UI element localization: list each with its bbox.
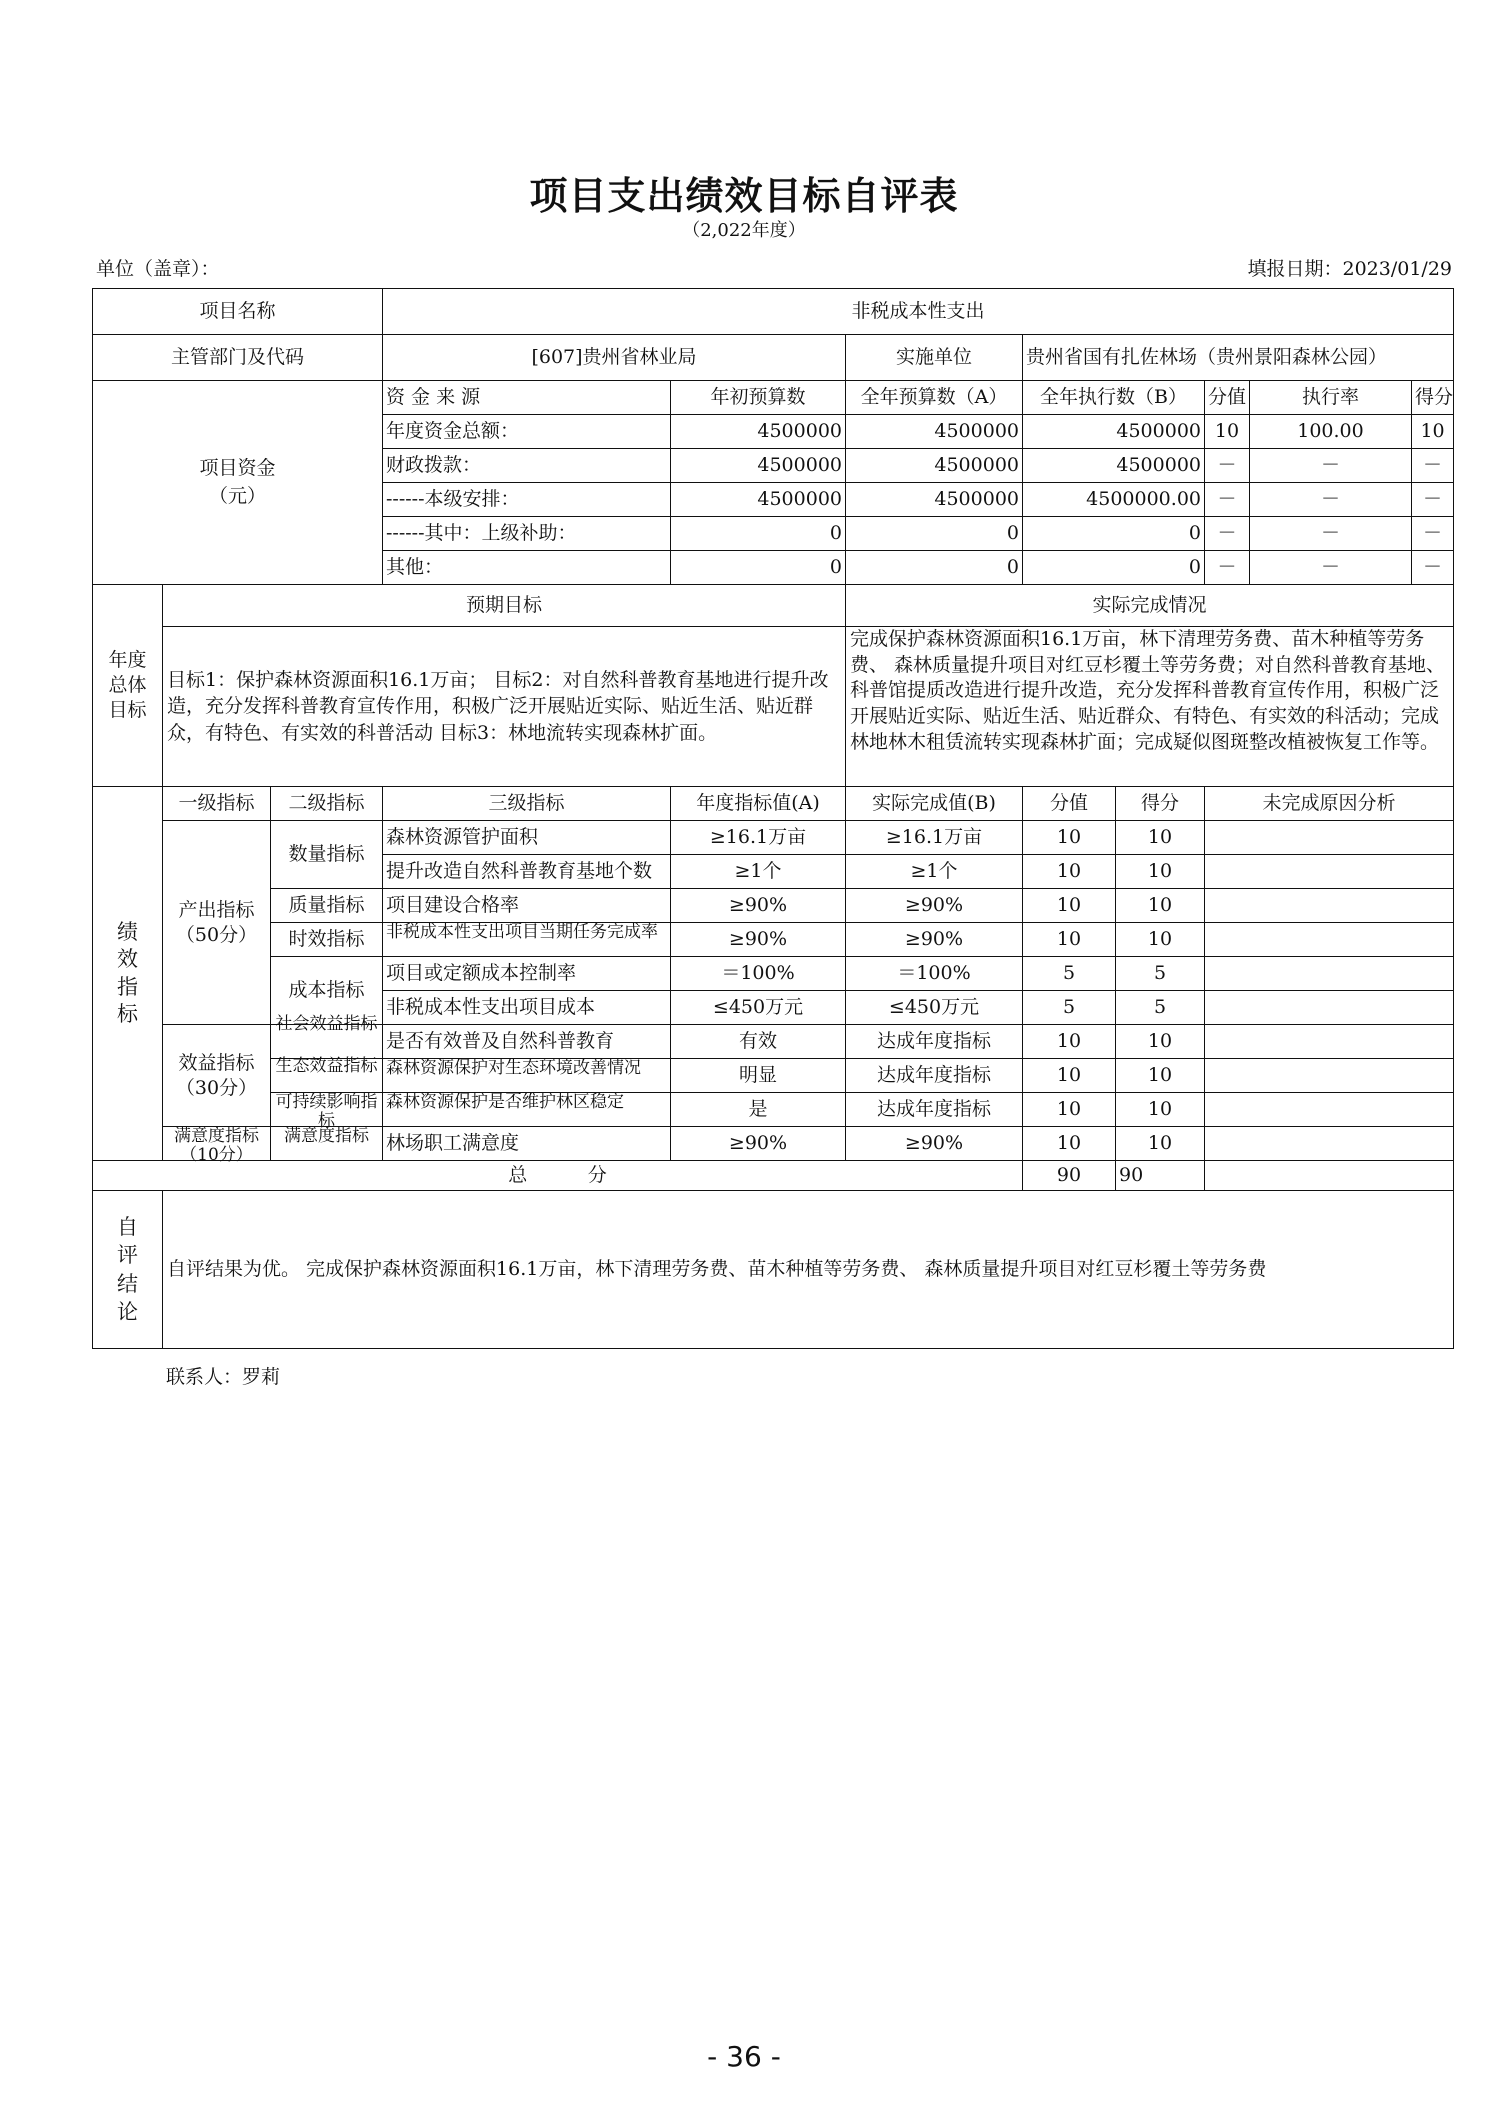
indicator-target: ≤450万元 <box>671 991 846 1025</box>
ind-header-actual: 实际完成值(B) <box>846 787 1023 821</box>
ind-header-score: 得分 <box>1116 787 1205 821</box>
indicator-reason <box>1205 889 1454 923</box>
fill-date: 填报日期：2023/01/29 <box>1247 258 1452 280</box>
funds-cell: － <box>1205 551 1250 585</box>
level2-quality: 质量指标 <box>271 889 383 923</box>
indicator-name: 是否有效普及自然科普教育 <box>383 1025 671 1059</box>
funds-cell: 4500000 <box>1023 415 1205 449</box>
indicator-name: 提升改造自然科普教育基地个数 <box>383 855 671 889</box>
indicator-score: 10 <box>1116 821 1205 855</box>
indicator-actual: 达成年度指标 <box>846 1025 1023 1059</box>
indicator-name: 项目建设合格率 <box>383 889 671 923</box>
dept-label: 主管部门及代码 <box>93 335 383 381</box>
indicator-score: 10 <box>1116 1059 1205 1093</box>
indicator-score-value: 5 <box>1023 991 1116 1025</box>
indicator-target: 是 <box>671 1093 846 1127</box>
funds-cell: 0 <box>671 551 846 585</box>
indicator-name: 森林资源保护是否维护林区稳定 <box>383 1093 671 1127</box>
indicator-target: ≥90% <box>671 923 846 957</box>
total-score: 90 <box>1116 1161 1205 1191</box>
indicator-actual: 达成年度指标 <box>846 1059 1023 1093</box>
indicator-actual: ≥1个 <box>846 855 1023 889</box>
indicator-score: 10 <box>1116 923 1205 957</box>
funds-cell: － <box>1412 551 1454 585</box>
project-name-label: 项目名称 <box>93 289 383 335</box>
level1-effect: 效益指标 （30分） <box>163 1025 271 1127</box>
page-title: 项目支出绩效目标自评表 <box>529 174 959 218</box>
indicator-score-value: 10 <box>1023 1025 1116 1059</box>
indicator-target: ≥90% <box>671 889 846 923</box>
funds-cell: 0 <box>671 517 846 551</box>
indicator-name: 森林资源保护对生态环境改善情况 <box>383 1059 671 1093</box>
actual-completion-text: 完成保护森林资源面积16.1万亩，林下清理劳务费、苗木种植等劳务费、 森林质量提升项目对红豆杉覆土等劳务费；对自然科普教育基地、科普馆提质改造进行提升改造，充分发挥科普教育宣传作用，积极广泛开展贴近实际、贴近生活、贴近群众、有特色、有实效的科活动；完成林地林木租赁流转实现森林扩面；完成疑似图斑整改植被恢复工作等。 <box>846 627 1454 787</box>
ind-header-level1: 一级指标 <box>163 787 271 821</box>
project-name-value: 非税成本性支出 <box>383 289 1454 335</box>
funds-cell: 0 <box>1023 551 1205 585</box>
ind-header-score-value: 分值 <box>1023 787 1116 821</box>
funds-cell: － <box>1250 449 1412 483</box>
indicator-target: 有效 <box>671 1025 846 1059</box>
impl-unit-value: 贵州省国有扎佐林场（贵州景阳森林公园） <box>1023 335 1454 381</box>
funds-cell: ------其中：上级补助： <box>383 517 671 551</box>
annual-goals-label: 年度 总体 目标 <box>93 585 163 787</box>
ind-header-level2: 二级指标 <box>271 787 383 821</box>
conclusion-text: 自评结果为优。 完成保护森林资源面积16.1万亩，林下清理劳务费、苗木种植等劳务费、 森林质量提升项目对红豆杉覆土等劳务费 <box>163 1191 1454 1349</box>
indicator-name: 林场职工满意度 <box>383 1127 671 1161</box>
conclusion-label: 自 评 结 论 <box>93 1191 163 1349</box>
funds-cell: － <box>1250 517 1412 551</box>
indicators-label: 绩 效 指 标 <box>93 787 163 1161</box>
indicator-reason <box>1205 957 1454 991</box>
funds-cell: 其他： <box>383 551 671 585</box>
indicator-target: 明显 <box>671 1059 846 1093</box>
indicator-name: 非税成本性支出项目成本 <box>383 991 671 1025</box>
indicator-score-value: 10 <box>1023 1059 1116 1093</box>
indicator-reason <box>1205 821 1454 855</box>
indicator-score-value: 5 <box>1023 957 1116 991</box>
funds-header-rate: 执行率 <box>1250 381 1412 415</box>
funds-cell: － <box>1205 483 1250 517</box>
funds-cell: 4500000 <box>1023 449 1205 483</box>
indicator-reason <box>1205 1093 1454 1127</box>
level1-output: 产出指标 （50分） <box>163 821 271 1025</box>
ind-header-level3: 三级指标 <box>383 787 671 821</box>
indicator-score-value: 10 <box>1023 821 1116 855</box>
indicator-reason <box>1205 923 1454 957</box>
funds-cell: 4500000 <box>671 449 846 483</box>
indicator-target: ≥90% <box>671 1127 846 1161</box>
level2-cost: 成本指标 <box>271 957 383 1025</box>
level2-quantity: 数量指标 <box>271 821 383 889</box>
indicator-score: 5 <box>1116 957 1205 991</box>
funds-header-annual: 全年预算数（A） <box>846 381 1023 415</box>
contact-person: 联系人：罗莉 <box>166 1366 281 1388</box>
funds-cell: 4500000 <box>671 483 846 517</box>
indicator-actual: ≤450万元 <box>846 991 1023 1025</box>
funds-cell: 0 <box>1023 517 1205 551</box>
funds-cell: 100.00 <box>1250 415 1412 449</box>
impl-unit-label: 实施单位 <box>846 335 1023 381</box>
funds-cell: 年度资金总额： <box>383 415 671 449</box>
level1-satisfaction: 满意度指标（10分） <box>163 1127 271 1161</box>
funds-header-score-value: 分值 <box>1205 381 1250 415</box>
indicator-actual: ≥16.1万亩 <box>846 821 1023 855</box>
indicator-name: 森林资源管护面积 <box>383 821 671 855</box>
indicator-reason <box>1205 1059 1454 1093</box>
indicator-actual: ≥90% <box>846 1127 1023 1161</box>
funds-header-source: 资 金 来 源 <box>383 381 671 415</box>
funds-cell: － <box>1205 449 1250 483</box>
indicator-target: ＝100% <box>671 957 846 991</box>
indicator-score-value: 10 <box>1023 1093 1116 1127</box>
indicator-score: 10 <box>1116 1093 1205 1127</box>
funds-cell: 10 <box>1412 415 1454 449</box>
funds-cell: － <box>1412 483 1454 517</box>
dept-value: [607]贵州省林业局 <box>383 335 846 381</box>
ind-header-annual-target: 年度指标值(A) <box>671 787 846 821</box>
funds-cell: 4500000.00 <box>1023 483 1205 517</box>
funds-cell: 4500000 <box>846 415 1023 449</box>
funds-header-executed: 全年执行数（B） <box>1023 381 1205 415</box>
indicator-score: 10 <box>1116 1025 1205 1059</box>
indicator-score: 10 <box>1116 1127 1205 1161</box>
fiscal-year: （2,022年度） <box>682 220 806 241</box>
indicator-actual: ≥90% <box>846 923 1023 957</box>
funds-header-score: 得分 <box>1412 381 1454 415</box>
funds-cell: － <box>1205 517 1250 551</box>
level2-sustainable: 可持续影响指标 <box>271 1093 383 1127</box>
funds-header-initial: 年初预算数 <box>671 381 846 415</box>
funds-cell: － <box>1412 449 1454 483</box>
funds-cell: － <box>1250 551 1412 585</box>
expected-goals-header: 预期目标 <box>163 585 846 627</box>
indicator-reason <box>1205 991 1454 1025</box>
indicator-reason <box>1205 1025 1454 1059</box>
page-number: - 36 - <box>707 2040 781 2073</box>
indicator-score: 5 <box>1116 991 1205 1025</box>
actual-completion-header: 实际完成情况 <box>846 585 1454 627</box>
funds-label: 项目资金 （元） <box>93 381 383 585</box>
funds-cell: 财政拨款： <box>383 449 671 483</box>
indicator-target: ≥1个 <box>671 855 846 889</box>
indicator-score-value: 10 <box>1023 923 1116 957</box>
indicator-score-value: 10 <box>1023 889 1116 923</box>
funds-cell: 0 <box>846 551 1023 585</box>
expected-goals-text: 目标1：保护森林资源面积16.1万亩； 目标2：对自然科普教育基地进行提升改造，充分发挥科普教育宣传作用，积极广泛开展贴近实际、贴近生活、贴近群众，有特色、有实效的科普活动 目标3：林地流转实现森林扩面。 <box>163 627 846 787</box>
evaluation-table <box>92 288 1454 1349</box>
indicator-score: 10 <box>1116 855 1205 889</box>
indicator-name: 项目或定额成本控制率 <box>383 957 671 991</box>
indicator-score-value: 10 <box>1023 855 1116 889</box>
unit-stamp-label: 单位（盖章）： <box>96 258 220 280</box>
funds-cell: 10 <box>1205 415 1250 449</box>
level2-timeliness: 时效指标 <box>271 923 383 957</box>
ind-header-reason: 未完成原因分析 <box>1205 787 1454 821</box>
indicator-actual: 达成年度指标 <box>846 1093 1023 1127</box>
funds-cell: 0 <box>846 517 1023 551</box>
funds-cell: － <box>1412 517 1454 551</box>
level2-ecological: 生态效益指标 <box>271 1059 383 1093</box>
total-reason <box>1205 1161 1454 1191</box>
indicator-score: 10 <box>1116 889 1205 923</box>
indicator-actual: ≥90% <box>846 889 1023 923</box>
funds-cell: 4500000 <box>671 415 846 449</box>
level2-satisfaction: 满意度指标 <box>271 1127 383 1161</box>
indicator-reason <box>1205 855 1454 889</box>
indicator-score-value: 10 <box>1023 1127 1116 1161</box>
funds-cell: 4500000 <box>846 483 1023 517</box>
total-score-value: 90 <box>1023 1161 1116 1191</box>
indicator-target: ≥16.1万亩 <box>671 821 846 855</box>
funds-cell: 4500000 <box>846 449 1023 483</box>
indicator-name: 非税成本性支出项目当期任务完成率 <box>383 923 671 957</box>
indicator-reason <box>1205 1127 1454 1161</box>
indicator-actual: ＝100% <box>846 957 1023 991</box>
level2-social: 社会效益指标 <box>271 1025 383 1059</box>
total-label: 总 分 <box>93 1161 1023 1191</box>
funds-cell: － <box>1250 483 1412 517</box>
funds-cell: ------本级安排： <box>383 483 671 517</box>
